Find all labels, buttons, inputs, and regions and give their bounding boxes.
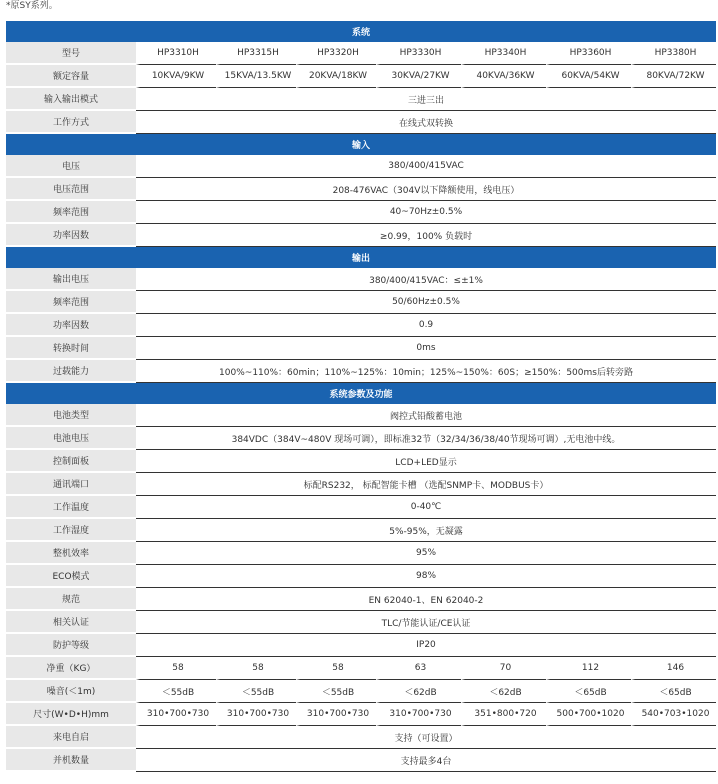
spec-value: 40~70Hz±0.5% [136,201,716,224]
spec-row [6,611,716,634]
spec-cell: 70 [461,657,546,680]
spec-value: 384VDC（384V~480V 现场可调），即标准32节（32/34/36/38/40节现场可调）,无电池中线。 [136,427,716,450]
spec-cell: 540•703•1020 [631,703,716,726]
spec-cell: ＜62dB [461,680,546,703]
spec-label: 输入输出模式 [6,88,136,111]
spec-row [6,726,716,749]
spec-cell: 310•700•730 [376,703,461,726]
spec-cell: HP3320H [296,42,376,65]
spec-row [6,360,716,383]
spec-value: 5%-95%，无凝露 [136,519,716,542]
spec-cell: HP3330H [376,42,461,65]
spec-row [6,634,716,657]
spec-cell: 20KVA/18KW [296,65,376,88]
spec-value: 98% [136,565,716,588]
spec-label: 防护等级 [6,634,136,657]
spec-row [6,565,716,588]
spec-cell: HP3310H [136,42,216,65]
spec-value: 50/60Hz±0.5% [136,291,716,314]
section-title: 输入 [6,134,716,155]
spec-row [6,65,716,88]
spec-value: 0.9 [136,314,716,337]
section-header-row [6,21,716,42]
spec-row [6,680,716,703]
spec-cell: ＜55dB [216,680,296,703]
spec-value: 380/400/415VAC：≤±1% [136,268,716,291]
spec-label: 额定容量 [6,65,136,88]
spec-row [6,588,716,611]
spec-row [6,224,716,247]
spec-cell: ＜65dB [631,680,716,703]
spec-row [6,657,716,680]
spec-label: ECO模式 [6,565,136,588]
spec-cell: 40KVA/36KW [461,65,546,88]
spec-value: 0-40℃ [136,496,716,519]
spec-row [6,749,716,772]
spec-row [6,155,716,178]
spec-label: 转换时间 [6,337,136,360]
spec-label: 工作温度 [6,496,136,519]
spec-cell: ＜55dB [296,680,376,703]
spec-value: 在线式双转换 [136,111,716,134]
spec-cell: 60KVA/54KW [546,65,631,88]
spec-label: 电池电压 [6,427,136,450]
spec-cell: 80KVA/72KW [631,65,716,88]
spec-row [6,88,716,111]
spec-table [6,21,716,772]
spec-row [6,201,716,224]
spec-cell: HP3340H [461,42,546,65]
spec-cell: ＜62dB [376,680,461,703]
spec-value: 阀控式铅酸蓄电池 [136,404,716,427]
spec-label: 通讯端口 [6,473,136,496]
spec-row [6,542,716,565]
spec-row [6,496,716,519]
section-title: 系统 [6,21,716,42]
spec-value: 208-476VAC（304V以下降额使用，线电压） [136,178,716,201]
spec-cell: 351•800•720 [461,703,546,726]
spec-row [6,291,716,314]
spec-label: 工作湿度 [6,519,136,542]
spec-cell: 146 [631,657,716,680]
spec-label: 型号 [6,42,136,65]
spec-value: 支持（可设置） [136,726,716,749]
spec-row [6,314,716,337]
spec-row [6,111,716,134]
footnote: *原SY系列。 [6,1,58,11]
spec-value: EN 62040-1、EN 62040-2 [136,588,716,611]
spec-label: 控制面板 [6,450,136,473]
section-title: 系统参数及功能 [6,383,716,404]
spec-cell: 10KVA/9KW [136,65,216,88]
spec-row [6,42,716,65]
spec-value: IP20 [136,634,716,657]
spec-value: 95% [136,542,716,565]
section-title: 输出 [6,247,716,268]
spec-cell: 112 [546,657,631,680]
spec-row [6,519,716,542]
spec-cell: 58 [216,657,296,680]
spec-value: 0ms [136,337,716,360]
spec-label: 净重（KG） [6,657,136,680]
spec-value: 100%~110%：60min；110%~125%：10min；125%~150%：60S；≥150%：500ms后转旁路 [136,360,716,383]
section-header-row [6,383,716,404]
spec-label: 过载能力 [6,360,136,383]
spec-row [6,404,716,427]
spec-label: 功率因数 [6,224,136,247]
spec-cell: 500•700•1020 [546,703,631,726]
spec-row [6,178,716,201]
spec-value: TLC/节能认证/CE认证 [136,611,716,634]
spec-label: 相关认证 [6,611,136,634]
spec-label: 频率范围 [6,291,136,314]
spec-label: 尺寸(W•D•H)mm [6,703,136,726]
spec-label: 功率因数 [6,314,136,337]
spec-label: 噪音(＜1m) [6,680,136,703]
spec-cell: 58 [136,657,216,680]
spec-label: 并机数量 [6,749,136,772]
spec-label: 电池类型 [6,404,136,427]
spec-label: 输出电压 [6,268,136,291]
spec-value: LCD+LED显示 [136,450,716,473]
spec-cell: ＜65dB [546,680,631,703]
spec-label: 整机效率 [6,542,136,565]
spec-row [6,427,716,450]
spec-cell: HP3360H [546,42,631,65]
spec-value: 三进三出 [136,88,716,111]
spec-cell: 15KVA/13.5KW [216,65,296,88]
section-header-row [6,134,716,155]
spec-cell: HP3315H [216,42,296,65]
spec-row [6,337,716,360]
spec-cell: 310•700•730 [136,703,216,726]
spec-row [6,703,716,726]
spec-cell: 63 [376,657,461,680]
spec-row [6,450,716,473]
spec-row [6,268,716,291]
spec-cell: HP3380H [631,42,716,65]
spec-cell: 58 [296,657,376,680]
spec-label: 频率范围 [6,201,136,224]
section-header-row [6,247,716,268]
spec-cell: ＜55dB [136,680,216,703]
spec-label: 工作方式 [6,111,136,134]
spec-value: ≥0.99，100% 负载时 [136,224,716,247]
spec-value: 标配RS232， 标配智能卡槽 （选配SNMP卡、MODBUS卡） [136,473,716,496]
spec-row [6,473,716,496]
spec-label: 电压 [6,155,136,178]
spec-label: 电压范围 [6,178,136,201]
spec-cell: 310•700•730 [216,703,296,726]
spec-label: 规范 [6,588,136,611]
spec-cell: 30KVA/27KW [376,65,461,88]
spec-value: 支持最多4台 [136,749,716,772]
spec-cell: 310•700•730 [296,703,376,726]
spec-value: 380/400/415VAC [136,155,716,178]
spec-label: 来电自启 [6,726,136,749]
